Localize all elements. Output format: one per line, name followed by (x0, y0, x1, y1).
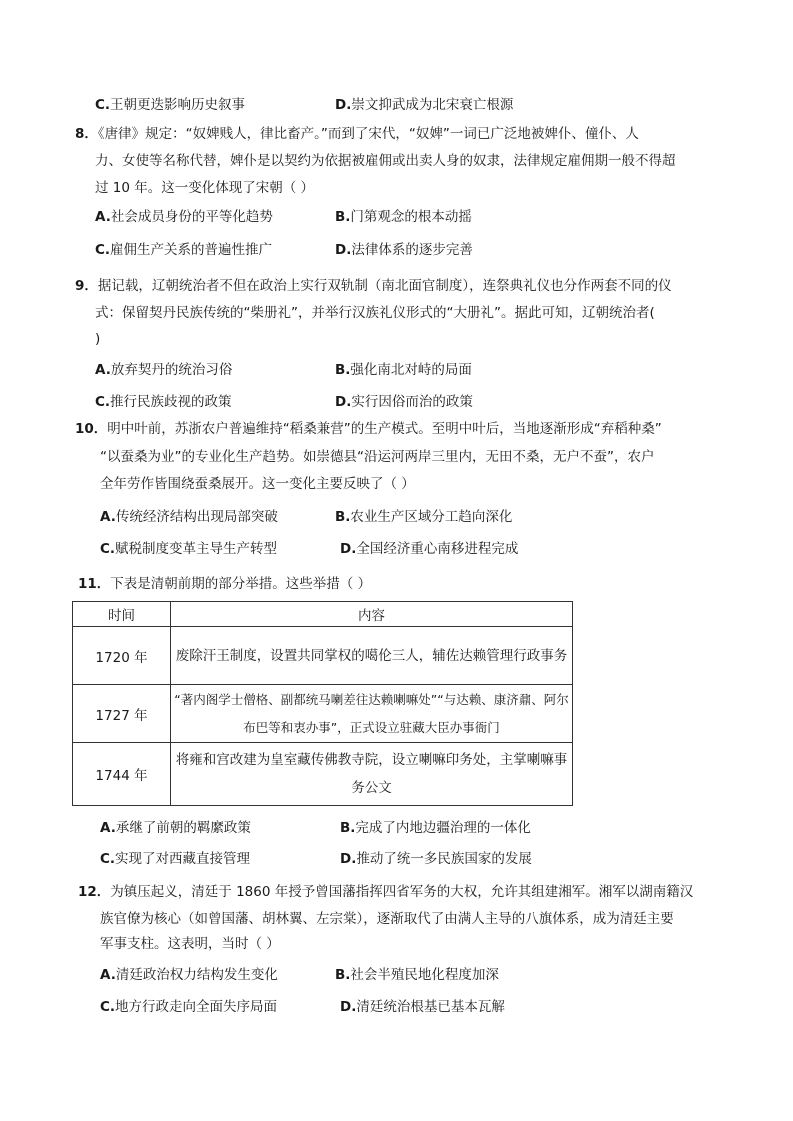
q10-stem-line-2: “以蚕桑为业”的专业化生产趋势。如崇德县“沿运河两岸三里内，无田不桑，无户不蚕”，农户 (100, 449, 655, 465)
q12-option-b[interactable] (335, 965, 499, 985)
option-letter: A. (100, 967, 116, 983)
table-header-content: 内容 (171, 602, 573, 627)
question-number: 12． (78, 884, 111, 900)
option-text: 传统经济结构出现局部突破 (115, 509, 278, 525)
option-text: 门第观念的根本动摇 (350, 209, 472, 225)
option-letter: D. (340, 541, 357, 557)
option-letter: D. (340, 851, 357, 867)
q9-stem-line-2: 式：保留契丹民族传统的“柴册礼”，并举行汉族礼仪形式的“大册礼”。据此可知，辽朝统治者( (95, 305, 655, 321)
stem-text: 为镇压起义，清廷于 1860 年授予曾国藩指挥四省军务的大权，允许其组建湘军。湘军以湖南籍汉 (110, 884, 694, 900)
option-letter: B. (335, 362, 351, 378)
option-letter: C. (100, 999, 116, 1015)
table-row (73, 685, 573, 743)
option-text: 崇文抑武成为北宋衰亡根源 (351, 97, 514, 113)
q7-option-d[interactable] (335, 95, 513, 115)
table-header-time: 时间 (73, 602, 171, 627)
table-cell-content: “著内阁学士僧格、副都统马喇差往达赖喇嘛处”“与达赖、康济鼐、阿尔布巴等和衷办事”，正式设立驻藏大臣办事衙门 (171, 685, 573, 743)
table-cell-year: 1727 年 (73, 685, 171, 743)
q8-stem-line-2: 力、女使等名称代替，婢仆是以契约为依据被雇佣或出卖人身的奴隶，法律规定雇佣期一般不得超 (95, 153, 676, 169)
option-text: 放弃契丹的统治习俗 (110, 362, 233, 378)
stem-text: 据记载，辽朝统治者不但在政治上实行双轨制（南北面官制度），连祭典礼仪也分作两套不同的仪 (97, 278, 672, 294)
option-letter: C. (95, 394, 111, 410)
option-letter: A. (95, 209, 111, 225)
stem-text: 明中叶前，苏浙农户普遍维持“稻桑兼营”的生产模式。至明中叶后，当地逐渐形成“弃稻种桑” (107, 421, 662, 437)
table-cell-content: 将雍和宫改建为皇室藏传佛教寺院，设立喇嘛印务处，主掌喇嘛事务公文 (171, 743, 573, 806)
q8-option-a[interactable] (95, 207, 273, 227)
option-letter: C. (95, 97, 111, 113)
option-text: 承继了前朝的羁縻政策 (115, 820, 251, 836)
option-letter: B. (335, 209, 351, 225)
q10-option-c[interactable] (100, 539, 277, 559)
option-text: 推行民族歧视的政策 (110, 394, 232, 410)
q9-option-b[interactable] (335, 360, 472, 380)
option-letter: B. (335, 967, 351, 983)
option-letter: A. (100, 820, 116, 836)
q12-option-d[interactable] (340, 997, 505, 1017)
q7-option-c[interactable] (95, 95, 245, 115)
stem-text: 《唐律》规定：“奴婢贱人，律比畜产。”而到了宋代，“奴婢”一词已广泛地被婢仆、僮仆、人 (97, 126, 639, 142)
q11-option-b[interactable] (340, 818, 531, 838)
q8-option-d[interactable] (335, 240, 473, 260)
q9-stem-line-3: ) (95, 331, 101, 347)
option-text: 社会成员身份的平等化趋势 (110, 209, 273, 225)
option-letter: C. (100, 541, 116, 557)
option-text: 赋税制度变革主导生产转型 (115, 541, 278, 557)
q12-stem-line-3: 军事支柱。这表明，当时（ ） (100, 936, 280, 952)
table-cell-content: 废除汗王制度，设置共同掌权的噶伦三人，辅佐达赖管理行政事务 (171, 627, 573, 685)
option-letter: C. (100, 851, 116, 867)
q12-option-c[interactable] (100, 997, 277, 1017)
q11-option-c[interactable] (100, 849, 250, 869)
option-text: 农业生产区域分工趋向深化 (350, 509, 513, 525)
q12-option-a[interactable] (100, 965, 278, 985)
option-text: 清廷统治根基已基本瓦解 (356, 999, 505, 1015)
q9-option-a[interactable] (95, 360, 232, 380)
q12-stem-line-2: 族官僚为核心（如曾国藩、胡林翼、左宗棠），逐渐取代了由满人主导的八旗体系，成为清廷主要 (100, 911, 674, 927)
option-text: 清廷政治权力结构发生变化 (115, 967, 278, 983)
option-letter: B. (340, 820, 356, 836)
option-letter: D. (335, 394, 352, 410)
q10-stem-line-1 (75, 419, 662, 439)
q9-option-d[interactable] (335, 392, 473, 412)
option-letter: D. (335, 242, 352, 258)
table-row (73, 743, 573, 806)
table-cell-year: 1744 年 (73, 743, 171, 806)
question-number: 10． (75, 421, 108, 437)
option-text: 实现了对西藏直接管理 (115, 851, 251, 867)
q11-option-a[interactable] (100, 818, 251, 838)
option-text: 社会半殖民地化程度加深 (350, 967, 499, 983)
q9-stem-line-1 (75, 276, 672, 296)
q8-stem-line-1 (75, 124, 639, 144)
option-letter: A. (100, 509, 116, 525)
option-letter: A. (95, 362, 111, 378)
option-text: 地方行政走向全面失序局面 (115, 999, 278, 1015)
q12-stem-line-1 (78, 882, 693, 902)
question-number: 9． (75, 278, 98, 294)
q11-table (72, 601, 573, 806)
q8-stem-line-3: 过 10 年。这一变化体现了宋朝（ ） (95, 180, 315, 196)
option-text: 实行因俗而治的政策 (351, 394, 473, 410)
question-number: 11． (78, 576, 111, 592)
q11-stem (78, 574, 371, 594)
q9-option-c[interactable] (95, 392, 232, 412)
question-number: 8． (75, 126, 98, 142)
option-text: 王朝更迭影响历史叙事 (110, 97, 246, 113)
option-text: 推动了统一多民族国家的发展 (356, 851, 532, 867)
table-row (73, 627, 573, 685)
q8-option-c[interactable] (95, 240, 272, 260)
q10-option-b[interactable] (335, 507, 512, 527)
q10-stem-line-3: 全年劳作皆围绕蚕桑展开。这一变化主要反映了（ ） (100, 476, 415, 492)
option-text: 全国经济重心南移进程完成 (356, 541, 519, 557)
table-cell-year: 1720 年 (73, 627, 171, 685)
option-text: 法律体系的逐步完善 (351, 242, 473, 258)
option-text: 雇佣生产关系的普遍性推广 (110, 242, 273, 258)
option-letter: C. (95, 242, 111, 258)
option-letter: B. (335, 509, 351, 525)
q11-option-d[interactable] (340, 849, 532, 869)
option-letter: D. (335, 97, 352, 113)
option-letter: D. (340, 999, 357, 1015)
q8-option-b[interactable] (335, 207, 472, 227)
stem-text: 下表是清朝前期的部分举措。这些举措（ ） (110, 576, 372, 592)
q10-option-a[interactable] (100, 507, 278, 527)
option-text: 完成了内地边疆治理的一体化 (355, 820, 531, 836)
option-text: 强化南北对峙的局面 (350, 362, 472, 378)
q10-option-d[interactable] (340, 539, 518, 559)
table-header-row (73, 602, 573, 627)
